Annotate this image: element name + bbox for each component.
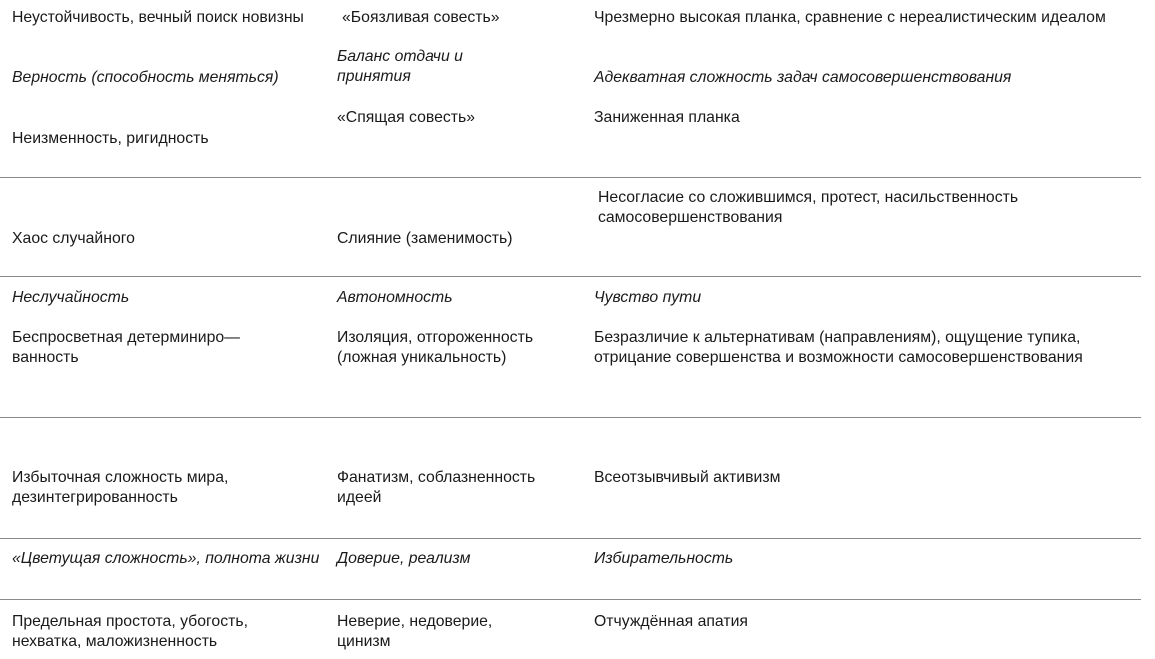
row-divider [0, 177, 1141, 178]
cell-text: Безразличие к альтернативам (направлениям), ощущение тупика, отрицание совершенства и возможности самосовершенствования [594, 329, 1083, 366]
row-divider [0, 417, 1141, 418]
cell-text: Заниженная планка [594, 109, 740, 126]
cell-text-positive: Чувство пути [594, 289, 702, 306]
cell-text: «Спящая совесть» [337, 109, 476, 126]
cell-text: Беспросветная детерминиро—ванность [12, 329, 240, 366]
cell-text: Предельная простота, убогость, нехватка, маложизненность [12, 613, 248, 650]
cell-text-positive: Адекватная сложность задач самосовершенствования [594, 69, 1012, 86]
cell-text: Избыточная сложность мира, дезинтегрированность [12, 469, 229, 506]
cell-text: Чрезмерно высокая планка, сравнение с нереалистическим идеалом [594, 9, 1106, 26]
cell-text: Отчуждённая апатия [594, 613, 748, 630]
row-divider [0, 599, 1141, 600]
cell-text: Всеотзывчивый активизм [594, 469, 781, 486]
cell-text-positive: Баланс отдачи и принятия [337, 48, 463, 85]
cell-text: Фанатизм, соблазненность идеей [337, 469, 536, 506]
cell-text-positive: Избирательность [594, 550, 734, 567]
cell-text: Несогласие со сложившимся, протест, насильственность самосовершенствования [598, 189, 1019, 226]
cell-text: Неверие, недоверие, цинизм [337, 613, 493, 650]
cell-text: Хаос случайного [12, 230, 135, 247]
cell-text-positive: Автономность [337, 289, 453, 306]
row-divider [0, 276, 1141, 277]
cell-text: Слияние (заменимость) [337, 230, 513, 247]
cell-text-positive: Неслучайность [12, 289, 130, 306]
cell-text-positive: Доверие, реализм [337, 550, 471, 567]
cell-text: Неизменность, ригидность [12, 130, 209, 147]
cell-text-positive: Верность (способность меняться) [12, 69, 279, 86]
cell-text-positive: «Цветущая сложность», полнота жизни [12, 550, 320, 567]
cell-text: «Боязливая совесть» [342, 9, 500, 26]
cell-text: Неустойчивость, вечный поиск новизны [12, 9, 304, 26]
cell-text: Изоляция, отгороженность (ложная уникальность) [337, 329, 534, 366]
row-divider [0, 538, 1141, 539]
